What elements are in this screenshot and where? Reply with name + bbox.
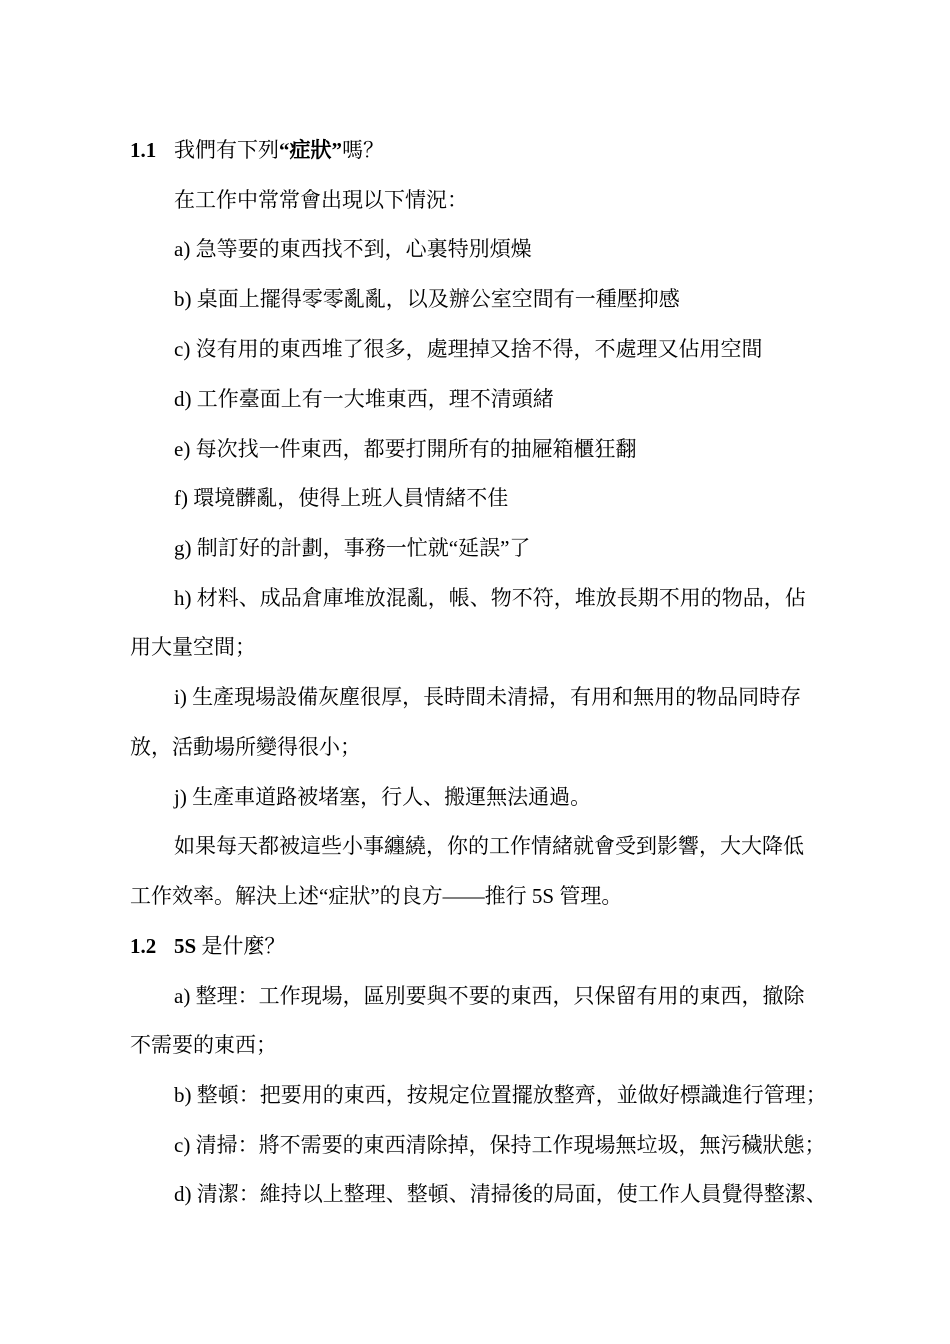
list-item-j: j) 生產車道路被堵塞，行人、搬運無法通過。: [174, 785, 592, 809]
list-item-d: d) 工作臺面上有一大堆東西，理不清頭緒: [174, 387, 554, 411]
definition-c: c) 清掃：將不需要的東西清除掉，保持工作現場無垃圾，無污穢狀態；: [174, 1133, 826, 1157]
definition-a-line1: a) 整理：工作現場，區別要與不要的東西，只保留有用的東西，撤除: [174, 984, 805, 1008]
list-item-i-line2: 放，活動場所變得很小；: [130, 735, 361, 759]
list-item-b: b) 桌面上擺得零零亂亂，以及辦公室空間有一種壓抑感: [174, 287, 680, 311]
conclusion-line1: 如果每天都被這些小事纏繞，你的工作情緒就會受到影響，大大降低: [174, 834, 804, 858]
section-title-part: 是什麼？: [196, 934, 286, 958]
section-title-bold: 5S: [174, 934, 197, 958]
section-number: 1.2: [130, 934, 157, 958]
section-title-part: 我們有下列: [174, 138, 279, 162]
definition-b: b) 整頓：把要用的東西，按規定位置擺放整齊，並做好標識進行管理；: [174, 1083, 827, 1107]
definition-a-line2: 不需要的東西；: [130, 1033, 277, 1057]
conclusion-line2: 工作效率。解決上述“症狀”的良方——推行 5S 管理。: [130, 884, 623, 908]
definition-d: d) 清潔：維持以上整理、整頓、清掃後的局面，使工作人員覺得整潔、: [174, 1182, 827, 1206]
section-heading-1-1: [130, 137, 860, 163]
section-heading-1-2: [130, 933, 860, 959]
list-item-c: c) 沒有用的東西堆了很多，處理掉又捨不得，不處理又佔用空間: [174, 337, 763, 361]
section-title-part: 嗎？: [342, 138, 384, 162]
list-item-a: a) 急等要的東西找不到，心裏特別煩燥: [174, 237, 532, 261]
list-item-i-line1: i) 生產現場設備灰塵很厚，長時間未清掃，有用和無用的物品同時存: [174, 685, 802, 709]
section-title-quote: “症狀”: [279, 138, 342, 162]
list-item-h-line2: 用大量空間；: [130, 635, 256, 659]
list-item-e: e) 每次找一件東西，都要打開所有的抽屜箱櫃狂翻: [174, 437, 637, 461]
section-number: 1.1: [130, 138, 157, 162]
list-item-g: g) 制訂好的計劃，事務一忙就“延誤”了: [174, 536, 531, 560]
list-item-f: f) 環境髒亂，使得上班人員情緒不佳: [174, 486, 509, 510]
intro-paragraph: 在工作中常常會出現以下情況：: [174, 188, 468, 212]
list-item-h-line1: h) 材料、成品倉庫堆放混亂，帳、物不符，堆放長期不用的物品，佔: [174, 586, 806, 610]
